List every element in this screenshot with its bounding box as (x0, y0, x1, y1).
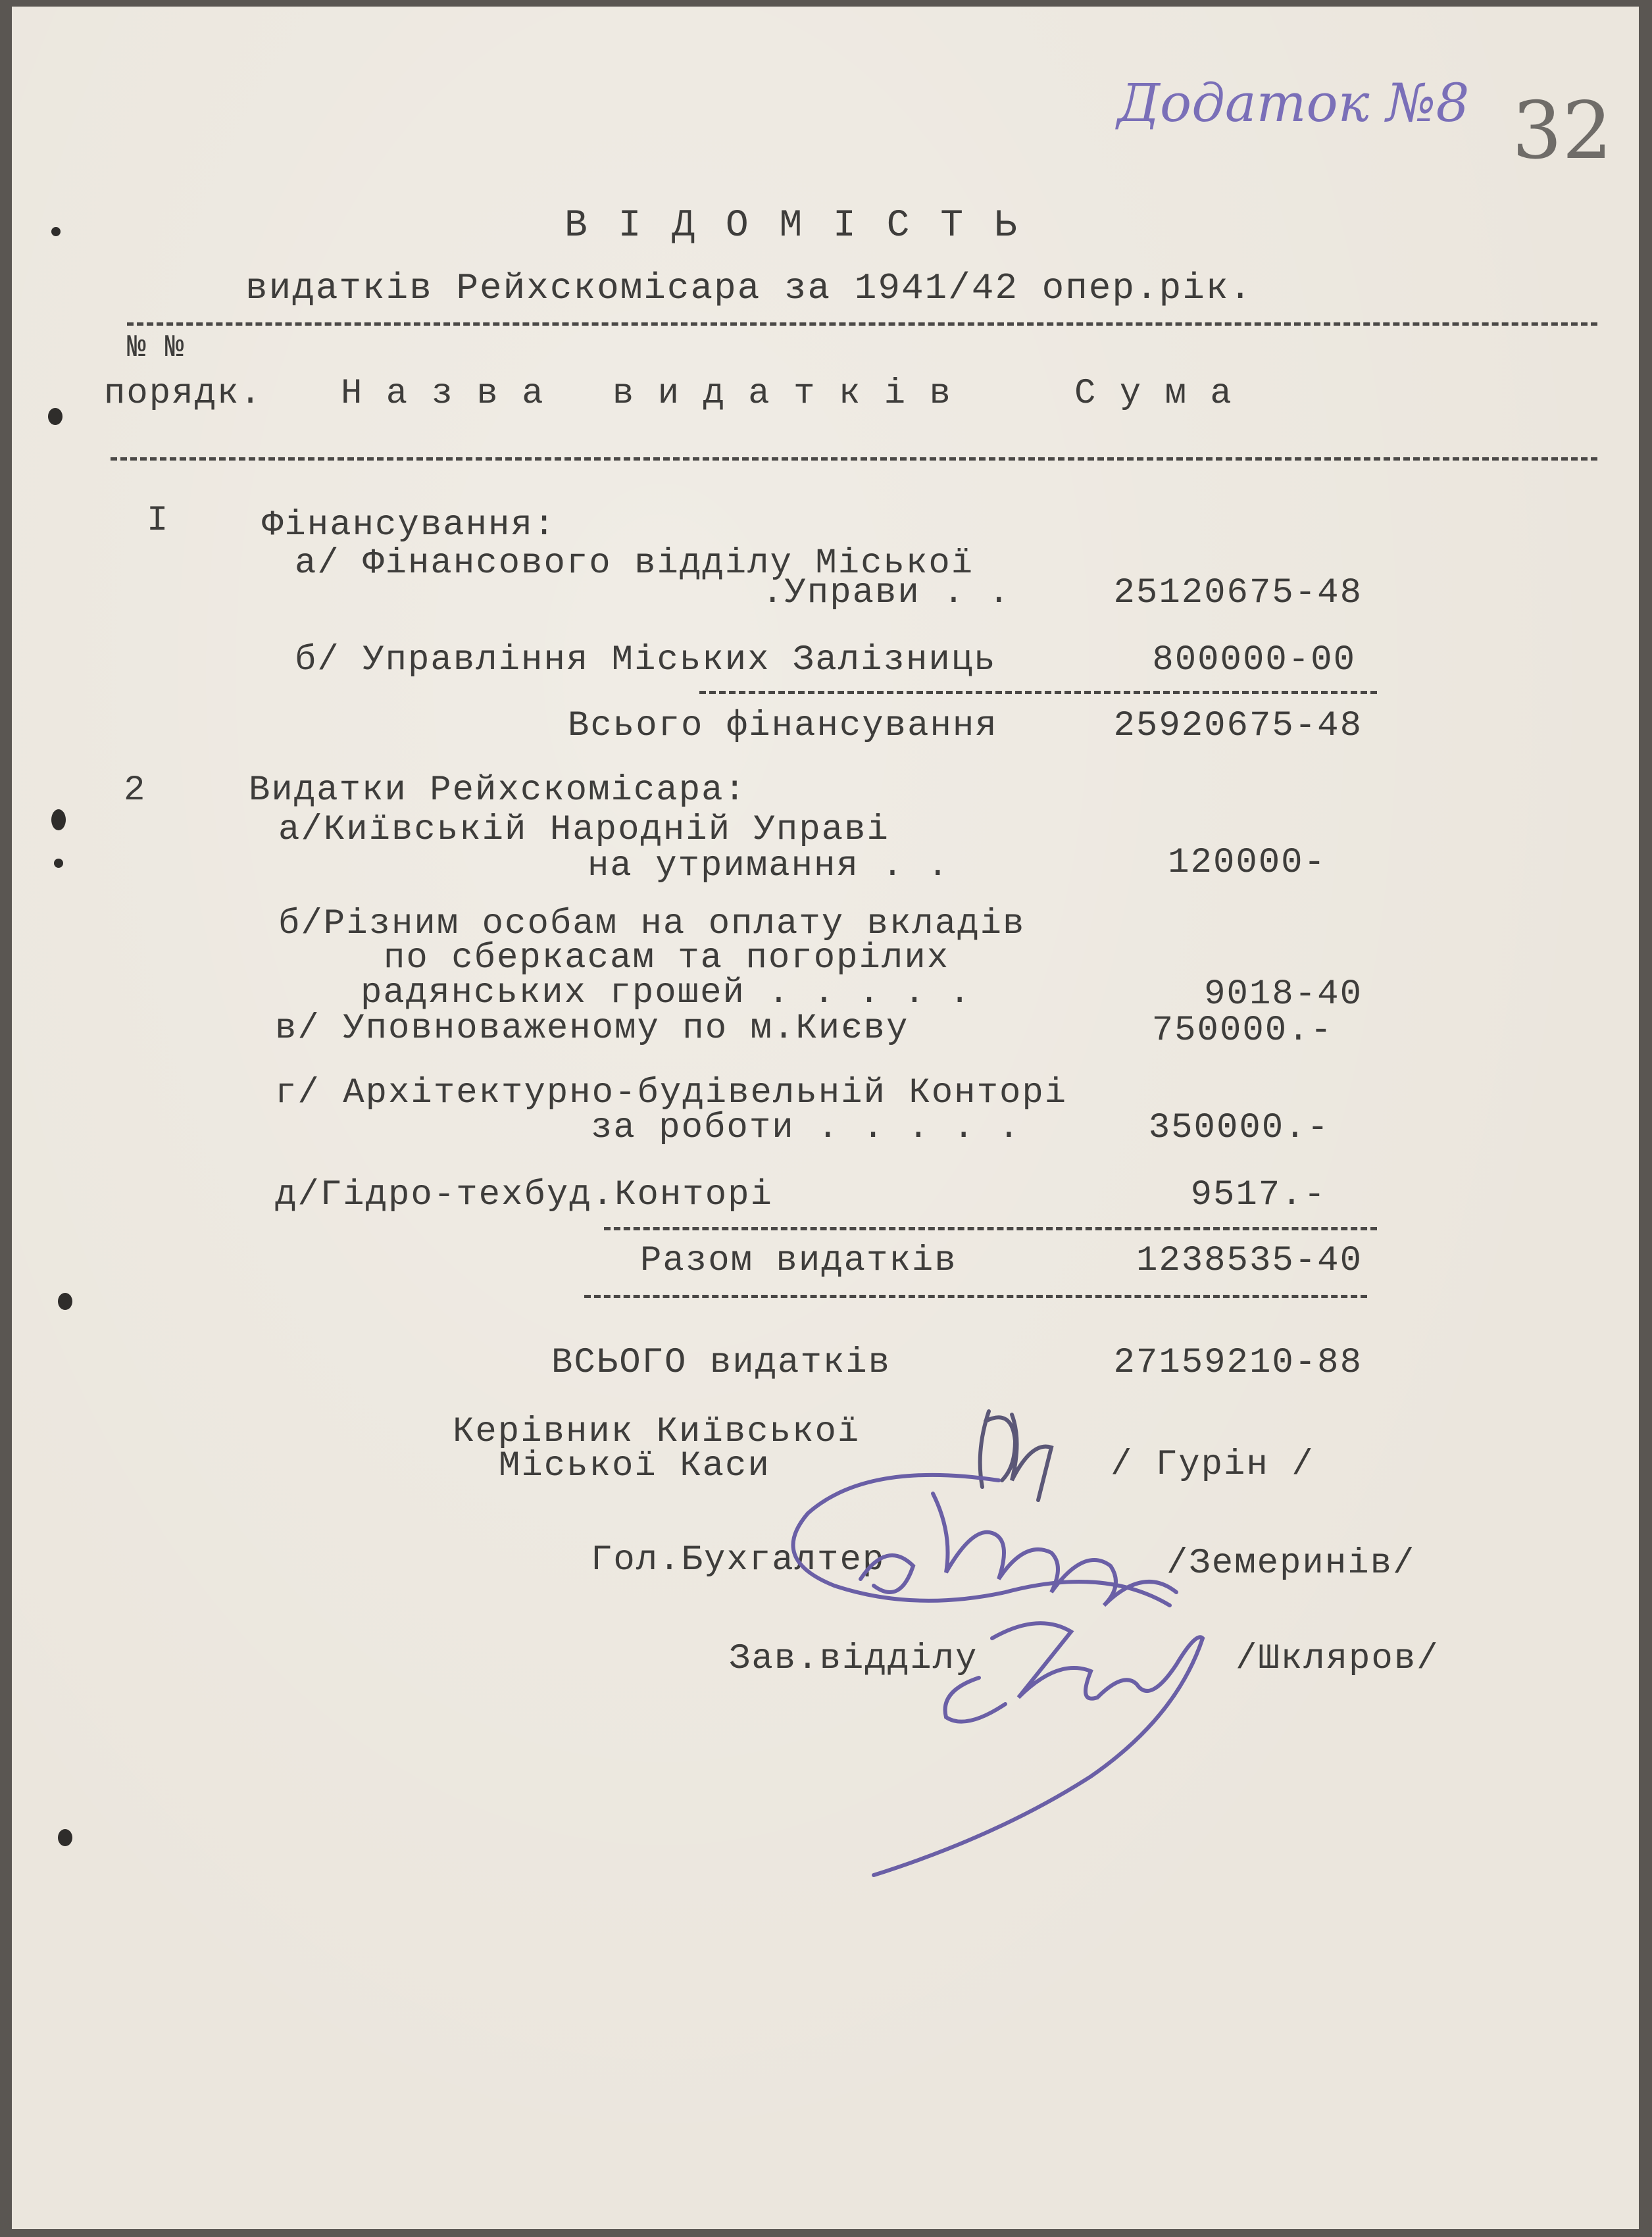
item-description: за роботи . . . . . (591, 1108, 1021, 1148)
signatory-role: Керівник Київської (453, 1412, 861, 1452)
section-title: Фінансування: (262, 505, 557, 545)
section-number: I (147, 501, 170, 541)
item-amount: 9517.- (1190, 1175, 1326, 1215)
item-description: б/ Управління Міських Залізниць (295, 640, 997, 680)
section-title: Видатки Рейхскомісара: (249, 770, 747, 811)
item-description: по сберкасам та погорілих (384, 938, 950, 978)
appendix-annotation: Додаток №8 (1117, 72, 1470, 134)
item-description: б/Різним особам на оплату вкладів (278, 904, 1026, 944)
document-title: В І Д О М І С Т Ь (564, 205, 1021, 247)
item-amount: 800000-00 (1152, 640, 1356, 680)
item-description: а/ Фінансового відділу Міської (295, 543, 974, 584)
header-number: № № (127, 330, 184, 366)
header-number-label: порядк. (104, 374, 263, 414)
item-description: на утримання . . (588, 846, 950, 886)
section-total: 1238535-40 (1136, 1241, 1363, 1281)
header-sum: С у м а (1074, 374, 1233, 414)
item-description: в/ Уповноваженому по м.Києву (275, 1009, 909, 1049)
section-number: 2 (124, 770, 147, 811)
item-description: г/ Архітектурно-будівельній Конторі (275, 1073, 1068, 1113)
item-description: а/Київській Народній Управі (278, 810, 889, 850)
signatory-role: Зав.відділу (729, 1639, 978, 1679)
item-amount: 350000.- (1148, 1108, 1330, 1148)
header-name: Н а з в а в и д а т к і в (341, 374, 952, 414)
document-page (12, 7, 1639, 2229)
item-amount: 120000- (1168, 843, 1326, 883)
signatory-name: /Шкляров/ (1236, 1639, 1439, 1679)
signature-department-head (12, 7, 1639, 2229)
item-description: .Управи . . (762, 573, 1011, 613)
signatory-role: Гол.Бухгалтер (591, 1540, 886, 1580)
page-number: 32 (1512, 86, 1613, 177)
section-total-label: Разом видатків (640, 1241, 957, 1281)
item-description: радянських грошей . . . . . (361, 973, 972, 1013)
section-total-label: Всього фінансування (568, 706, 998, 746)
item-amount: 9018-40 (1204, 974, 1363, 1015)
item-amount: 750000.- (1151, 1011, 1333, 1051)
document-subtitle: видатків Рейхскомісара за 1941/42 опер.рік. (245, 267, 1253, 309)
item-description: д/Гідро-техбуд.Конторі (275, 1175, 773, 1215)
signatory-name: / Гурін / (1111, 1445, 1314, 1485)
signatory-role: Міської Каси (499, 1446, 770, 1486)
signatory-name: /Земеринів/ (1166, 1544, 1416, 1584)
section-total: 25920675-48 (1113, 706, 1363, 746)
item-amount: 25120675-48 (1113, 573, 1363, 613)
grand-total: 27159210-88 (1113, 1343, 1363, 1383)
grand-total-label: ВСЬОГО видатків (551, 1343, 891, 1383)
